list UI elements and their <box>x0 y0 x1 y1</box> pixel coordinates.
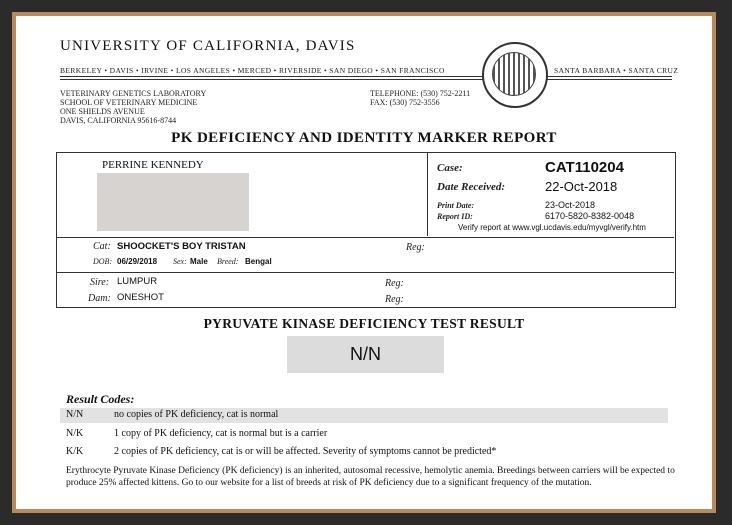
cat-row-rule <box>56 237 674 238</box>
result-code-row <box>60 408 668 423</box>
result-heading: PYRUVATE KINASE DEFICIENCY TEST RESULT <box>203 316 525 331</box>
sex-value: Male <box>190 257 208 266</box>
header-rule <box>60 76 672 77</box>
header-rule-lower <box>60 79 672 80</box>
university-seal-logo <box>482 42 548 108</box>
address-line: ONE SHIELDS AVENUE <box>60 107 145 116</box>
report-id-value: 6170-5820-8382-0048 <box>545 211 635 221</box>
sire-value: LUMPUR <box>117 276 158 287</box>
dob-value: 06/29/2018 <box>117 257 158 266</box>
dam-label: Dam: <box>88 293 111 304</box>
print-date-value: 23-Oct-2018 <box>545 200 596 210</box>
lab-address <box>60 89 206 125</box>
address-line: SCHOOL OF VETERINARY MEDICINE <box>60 98 198 107</box>
result-code: N/K <box>66 428 84 439</box>
breed-value: Bengal <box>245 257 272 266</box>
date-received-label: Date Received: <box>437 181 506 193</box>
address-line: DAVIS, CALIFORNIA 95616-8744 <box>60 116 177 125</box>
print-date-label: Print Date: <box>437 201 475 210</box>
address-line: VETERINARY GENETICS LABORATORY <box>60 89 207 98</box>
sex-label: Sex: <box>173 257 187 266</box>
test-result-value: N/N <box>287 336 444 373</box>
cat-label: Cat: <box>93 241 111 252</box>
case-number: CAT110204 <box>545 159 624 176</box>
result-code-description: 2 copies of PK deficiency, cat is or will be affected. Severity of symptoms cannot be predicted* <box>114 446 497 457</box>
result-code-row <box>60 427 668 442</box>
university-name: UNIVERSITY OF CALIFORNIA, DAVIS <box>60 38 356 54</box>
pk-description: Erythrocyte Pyruvate Kinase Deficiency (PK deficiency) is an inherited, autosomal recessive, hemolytic anemia. Breedings between carriers will be expected to produce 25% affected kittens. Go to our website for a list of breeds at risk of PK deficiency due to a significant frequency of the mutation. <box>66 466 675 488</box>
cat-reg-label: Reg: <box>406 242 425 253</box>
dob-label: DOB: <box>93 257 113 266</box>
breed-label: Breed: <box>217 257 239 266</box>
report-page <box>16 16 712 509</box>
verify-link[interactable]: Verify report at www.vgl.ucdavis.edu/myvgl/verify.htm <box>458 223 646 232</box>
sire-label: Sire: <box>90 277 110 288</box>
owner-name: PERRINE KENNEDY <box>102 159 204 171</box>
campus-list-right: SANTA BARBARA • SANTA CRUZ <box>554 66 679 75</box>
case-label: Case: <box>437 162 463 174</box>
result-code-row <box>60 445 668 460</box>
report-title: PK DEFICIENCY AND IDENTITY MARKER REPORT <box>171 130 557 146</box>
dam-reg-label: Reg: <box>385 294 404 305</box>
sire-reg-label: Reg: <box>385 278 404 289</box>
campus-list: BERKELEY • DAVIS • IRVINE • LOS ANGELES • MERCED • RIVERSIDE • SAN DIEGO • SAN FRANCISCO <box>60 66 445 75</box>
result-code: N/N <box>66 409 84 420</box>
report-id-label: Report ID: <box>437 212 473 221</box>
parents-row-rule <box>56 272 674 273</box>
result-code-description: 1 copy of PK deficiency, cat is normal but is a carrier <box>114 428 328 439</box>
fax: FAX: (530) 752-3556 <box>370 98 440 107</box>
result-codes-heading: Result Codes: <box>66 392 135 406</box>
dam-value: ONESHOT <box>117 292 164 303</box>
date-received-value: 22-Oct-2018 <box>545 179 618 194</box>
redacted-address <box>97 173 249 231</box>
lab-contact <box>370 89 470 107</box>
cat-name: SHOOCKET'S BOY TRISTAN <box>117 241 246 252</box>
result-code: K/K <box>66 446 84 457</box>
telephone: TELEPHONE: (530) 752-2211 <box>370 89 471 98</box>
result-code-description: no copies of PK deficiency, cat is normal <box>114 409 279 420</box>
